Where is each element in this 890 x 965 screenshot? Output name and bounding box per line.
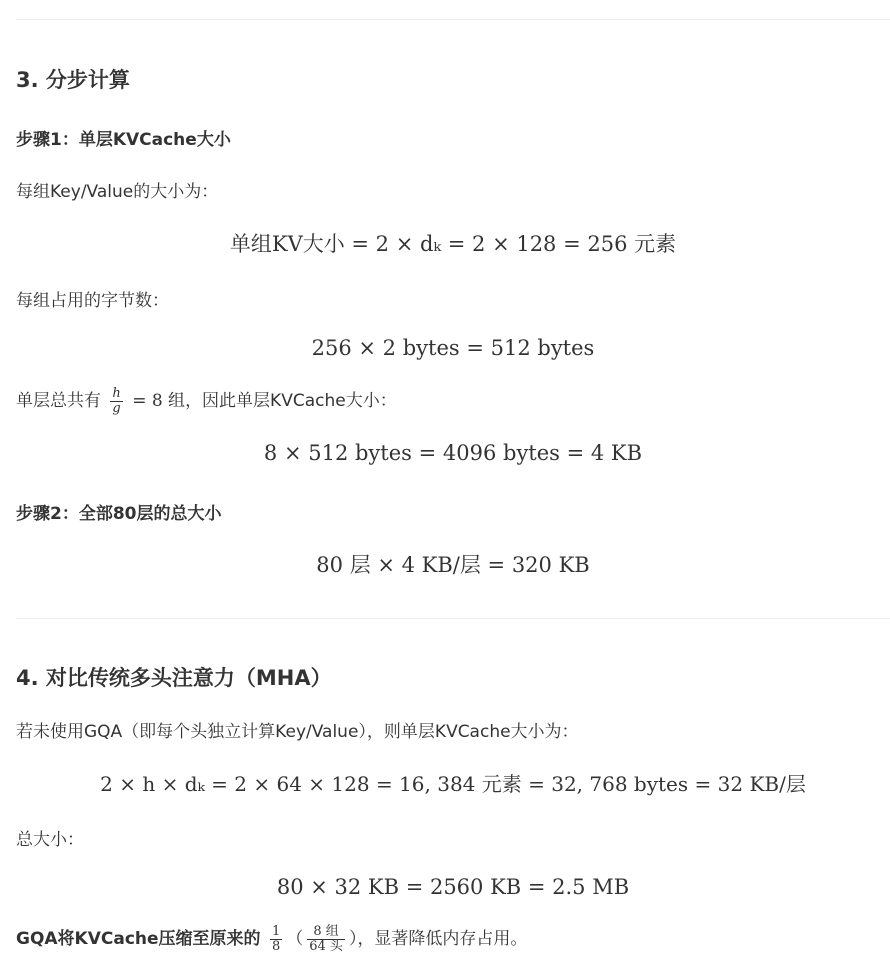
conclusion-rest: ，显著降低内存占用。 — [357, 929, 528, 949]
paren-open: （ — [286, 929, 304, 949]
equation-mha: 2 × h × dₖ = 2 × 64 × 128 = 16, 384 元素 = 32, 768 bytes = 32 KB/层 — [100, 772, 806, 796]
section-3-heading: 3. 分步计算 — [16, 68, 130, 92]
fraction-numerator: h — [112, 385, 121, 401]
one-eighth-numerator: 1 — [271, 923, 281, 939]
section-4-heading: 4. 对比传统多头注意力（MHA） — [16, 666, 332, 690]
layer-mid: = 8 组 — [132, 391, 186, 411]
group-size-text: 每组Key/Value的大小为： — [16, 182, 219, 202]
step-1-heading: 步骤1：单层KVCache大小 — [16, 130, 231, 150]
equation-total: 80 层 × 4 KB/层 = 320 KB — [316, 553, 590, 577]
layer-suffix: ，因此单层KVCache大小： — [185, 391, 397, 411]
divider-top — [16, 19, 890, 20]
total-size-text: 总大小： — [16, 830, 84, 850]
h-over-g-fraction — [110, 387, 122, 415]
bytes-text: 每组占用的字节数： — [16, 291, 169, 311]
paren-close: ） — [348, 929, 358, 949]
equation-mha-total: 80 × 32 KB = 2560 KB = 2.5 MB — [276, 875, 630, 899]
one-eighth-fraction — [270, 925, 282, 953]
equation-bytes: 256 × 2 bytes = 512 bytes — [311, 336, 595, 360]
conclusion-bold: GQA将KVCache压缩至原来的 — [16, 929, 261, 949]
equation-group-kv: 单组KV大小 = 2 × dₖ = 2 × 128 = 256 元素 — [229, 232, 677, 256]
layer-prefix: 单层总共有 — [16, 391, 101, 411]
mha-text: 若未使用GQA（即每个头独立计算Key/Value），则单层KVCache大小为： — [16, 722, 579, 742]
fraction-denominator: g — [112, 400, 121, 416]
layer-groups-text — [16, 386, 397, 415]
equation-layer: 8 × 512 bytes = 4096 bytes = 4 KB — [263, 441, 643, 465]
groups-over-heads-fraction — [307, 925, 345, 953]
groups-numerator: 8 组 — [307, 925, 345, 940]
conclusion-text — [16, 924, 527, 953]
step-2-heading: 步骤2：全部80层的总大小 — [16, 504, 222, 524]
heads-denominator: 64 头 — [309, 938, 343, 954]
divider-middle — [16, 618, 890, 619]
one-eighth-denominator: 8 — [271, 938, 281, 954]
